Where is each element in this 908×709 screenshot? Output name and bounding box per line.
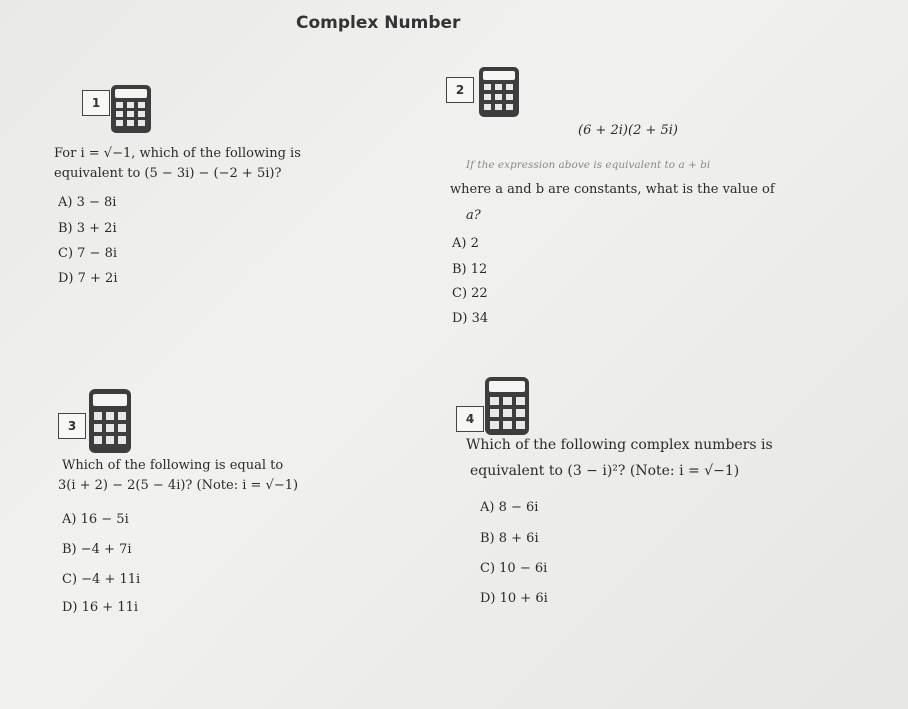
q3-stem-line2: 3(i + 2) − 2(5 − 4i)? (Note: i = √−1)	[58, 478, 299, 493]
calculator-icon	[478, 66, 520, 118]
q4-option-d[interactable]: D) 10 + 6i	[480, 591, 548, 606]
q3-option-a[interactable]: A) 16 − 5i	[62, 512, 129, 527]
q1-option-b[interactable]: B) 3 + 2i	[58, 221, 117, 236]
q1-option-d[interactable]: D) 7 + 2i	[58, 271, 118, 286]
q2-stem-line2: a?	[466, 208, 481, 223]
q3-option-b[interactable]: B) −4 + 7i	[62, 542, 132, 557]
question-number-2: 2	[446, 77, 474, 103]
question-number-3: 3	[58, 413, 86, 439]
q4-option-b[interactable]: B) 8 + 6i	[480, 531, 539, 546]
q2-stem-line1: where a and b are constants, what is the value of	[450, 182, 775, 197]
q3-option-d[interactable]: D) 16 + 11i	[62, 600, 139, 615]
q4-stem-line2: equivalent to (3 − i)²? (Note: i = √−1)	[470, 463, 740, 479]
q2-option-a[interactable]: A) 2	[452, 236, 479, 251]
q4-option-a[interactable]: A) 8 − 6i	[480, 500, 539, 515]
calculator-icon	[484, 376, 530, 436]
q2-faded-line: If the expression above is equivalent to a + bi	[466, 159, 711, 171]
q1-option-a[interactable]: A) 3 − 8i	[58, 195, 117, 210]
calculator-icon	[88, 388, 132, 454]
calculator-icon	[110, 84, 152, 134]
q1-stem-line1: For i = √−1, which of the following is	[54, 146, 301, 161]
q3-option-c[interactable]: C) −4 + 11i	[62, 572, 141, 587]
q3-stem-line1: Which of the following is equal to	[62, 458, 284, 473]
q2-option-d[interactable]: D) 34	[452, 311, 489, 326]
q4-stem-line1: Which of the following complex numbers is	[466, 437, 773, 453]
question-number-4: 4	[456, 406, 484, 432]
q4-option-c[interactable]: C) 10 − 6i	[480, 561, 548, 576]
q2-expression: (6 + 2i)(2 + 5i)	[578, 123, 679, 138]
question-number-1: 1	[82, 90, 110, 116]
q1-stem-line2: equivalent to (5 − 3i) − (−2 + 5i)?	[54, 166, 282, 181]
q2-option-c[interactable]: C) 22	[452, 286, 488, 301]
q1-option-c[interactable]: C) 7 − 8i	[58, 246, 118, 261]
q2-option-b[interactable]: B) 12	[452, 262, 488, 277]
page-title: Complex Number	[296, 13, 461, 33]
